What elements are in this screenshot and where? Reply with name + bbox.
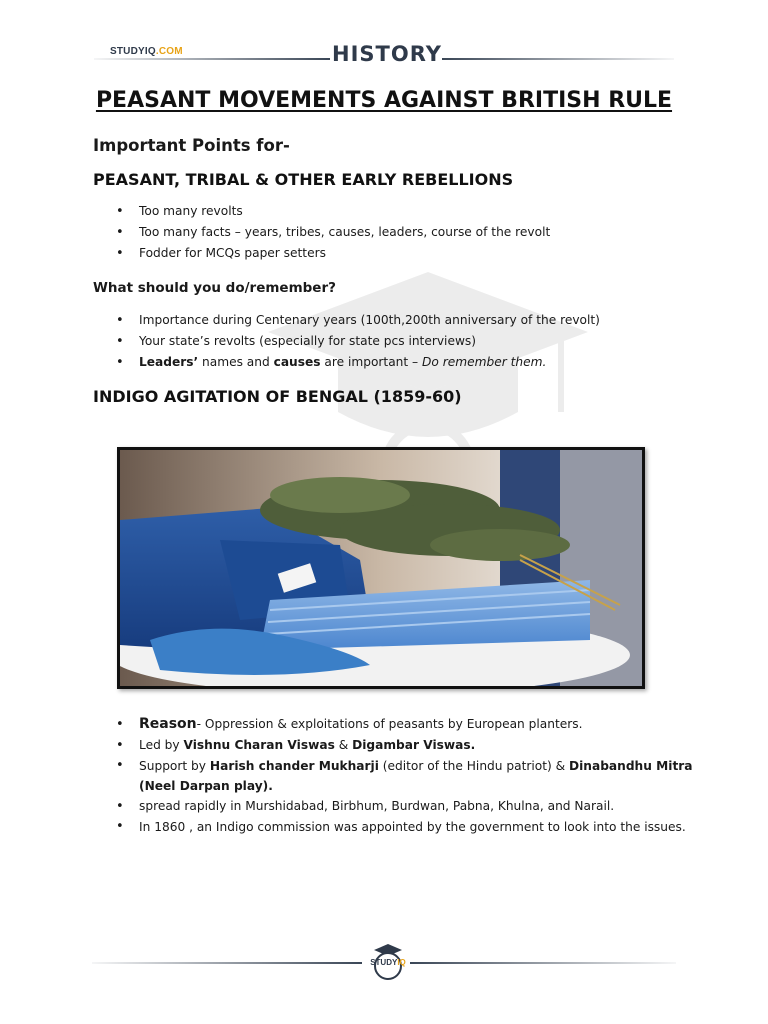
list-item: • Led by Vishnu Charan Viswas & Digambar Viswas. (139, 735, 693, 756)
indigo-photo (117, 447, 645, 689)
footer-rule-right (410, 962, 676, 964)
list-item: • Reason- Oppression & exploitations of peasants by European planters. (139, 714, 693, 735)
header-rule-left (94, 58, 330, 60)
indigo-points-list (93, 714, 693, 837)
footer-rule-left (92, 962, 362, 964)
header-rule-right (442, 58, 674, 60)
list-item: • Too many revolts (139, 201, 693, 222)
rebellions-heading: PEASANT, TRIBAL & OTHER EARLY REBELLIONS (93, 170, 514, 189)
list-item: • In 1860 , an Indigo commission was appointed by the government to look into the issues. (139, 817, 693, 837)
page-title: PEASANT MOVEMENTS AGAINST BRITISH RULE (95, 88, 673, 113)
section-title: HISTORY (332, 42, 442, 66)
page-header (92, 38, 676, 74)
list-item: • Your state’s revolts (especially for state pcs interviews) (139, 331, 693, 352)
list-item: • Fodder for MCQs paper setters (139, 243, 693, 264)
main-content (93, 136, 693, 418)
indigo-points (93, 714, 693, 853)
important-points-heading: Important Points for- (93, 136, 290, 155)
studyiq-logo: STUDYIQ.COM (110, 46, 183, 57)
page-footer (92, 942, 676, 982)
list-item: • Importance during Centenary years (100th,200th anniversary of the revolt) (139, 310, 693, 331)
list-item: • Leaders’ names and causes are important – Do remember them. (139, 352, 693, 373)
indigo-heading: INDIGO AGITATION OF BENGAL (1859-60) (93, 387, 462, 406)
studyiq-badge-icon (366, 942, 410, 982)
list-item: • Too many facts – years, tribes, causes, leaders, course of the revolt (139, 222, 693, 243)
points-list (93, 201, 693, 264)
remember-heading: What should you do/remember? (93, 280, 336, 296)
list-item: • spread rapidly in Murshidabad, Birbhum, Burdwan, Pabna, Khulna, and Narail. (139, 796, 693, 817)
remember-list (93, 310, 693, 373)
list-item: • Support by Harish chander Mukharji (editor of the Hindu patriot) & Dinabandhu Mitra (Neel Darpan play). (139, 756, 693, 796)
badge-label: STUDYIQ (370, 958, 406, 967)
